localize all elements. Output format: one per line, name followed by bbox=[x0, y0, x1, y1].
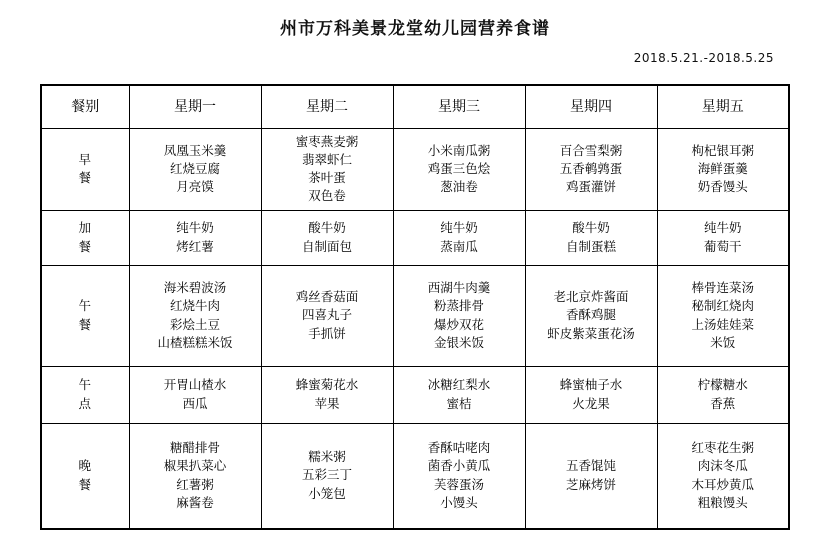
dish-item: 纯牛奶 bbox=[176, 220, 214, 236]
dish-list bbox=[396, 279, 523, 352]
dish-item: 苹果 bbox=[314, 395, 340, 411]
meal-label-line: 餐 bbox=[78, 316, 92, 332]
dish-item: 百合雪梨粥 bbox=[559, 143, 623, 159]
table-row bbox=[41, 423, 789, 529]
dish-item: 五香鹌鹑蛋 bbox=[559, 161, 623, 177]
column-header-meal: 餐别 bbox=[41, 85, 129, 129]
dish-list bbox=[264, 288, 391, 342]
dish-item: 小馒头 bbox=[440, 494, 478, 510]
dish-item: 手抓饼 bbox=[308, 325, 346, 341]
dish-item: 芙蓉蛋汤 bbox=[433, 476, 484, 492]
cell-dinner-wednesday bbox=[393, 423, 525, 529]
dish-item: 冰糖红梨水 bbox=[427, 377, 491, 393]
dish-item: 虾皮紫菜蛋花汤 bbox=[547, 325, 635, 341]
dish-item: 鸡丝香菇面 bbox=[295, 289, 359, 305]
dish-item: 红烧豆腐 bbox=[169, 161, 220, 177]
cell-breakfast-friday bbox=[657, 129, 789, 211]
dish-list bbox=[396, 376, 523, 412]
cell-snack1-thursday bbox=[525, 210, 657, 265]
dish-item: 月亮馍 bbox=[176, 179, 214, 195]
dish-item: 茶叶蛋 bbox=[308, 170, 346, 186]
dish-item: 蜂蜜柚子水 bbox=[559, 377, 623, 393]
row-label-morning-snack bbox=[41, 210, 129, 265]
dish-item: 老北京炸酱面 bbox=[553, 289, 629, 305]
dish-list bbox=[132, 219, 259, 255]
dish-list bbox=[396, 439, 523, 512]
cell-breakfast-thursday bbox=[525, 129, 657, 211]
cell-snack2-wednesday bbox=[393, 366, 525, 423]
dish-list bbox=[264, 376, 391, 412]
cell-lunch-wednesday bbox=[393, 265, 525, 366]
menu-table bbox=[40, 84, 790, 530]
meal-label-lines bbox=[44, 297, 127, 333]
cell-snack2-friday bbox=[657, 366, 789, 423]
row-label-lunch bbox=[41, 265, 129, 366]
column-header-thursday: 星期四 bbox=[525, 85, 657, 129]
dish-item: 粉蒸排骨 bbox=[433, 298, 484, 314]
dish-item: 纯牛奶 bbox=[440, 220, 478, 236]
meal-label-line: 餐 bbox=[78, 238, 92, 254]
dish-item: 糖醋排骨 bbox=[169, 440, 220, 456]
dish-item: 红枣花生粥 bbox=[691, 440, 754, 456]
meal-label-lines bbox=[44, 219, 127, 255]
meal-label-line: 晚 bbox=[78, 458, 92, 474]
cell-dinner-friday bbox=[657, 423, 789, 529]
dish-list bbox=[528, 142, 655, 196]
page-title: 州市万科美景龙堂幼儿园营养食谱 bbox=[280, 19, 550, 39]
date-range: 2018.5.21.-2018.5.25 bbox=[633, 51, 774, 65]
cell-snack1-tuesday bbox=[261, 210, 393, 265]
meal-label-lines bbox=[44, 151, 127, 187]
table-body bbox=[41, 129, 789, 529]
cell-dinner-tuesday bbox=[261, 423, 393, 529]
meal-label-lines bbox=[44, 457, 127, 493]
dish-item: 奶香馒头 bbox=[697, 179, 748, 195]
dish-item: 麻酱卷 bbox=[176, 494, 214, 510]
cell-dinner-monday bbox=[129, 423, 261, 529]
dish-item: 烤红薯 bbox=[176, 238, 214, 254]
dish-item: 香酥咕咾肉 bbox=[427, 440, 491, 456]
dish-item: 香酥鸡腿 bbox=[565, 307, 616, 323]
cell-breakfast-tuesday bbox=[261, 129, 393, 211]
column-header-monday: 星期一 bbox=[129, 85, 261, 129]
dish-item: 鸡蛋灌饼 bbox=[565, 179, 616, 195]
dish-item: 葡萄干 bbox=[703, 238, 742, 254]
dish-list bbox=[132, 279, 259, 352]
cell-snack2-thursday bbox=[525, 366, 657, 423]
dish-item: 五彩三丁 bbox=[301, 467, 352, 483]
dish-item: 开胃山楂水 bbox=[163, 377, 227, 393]
dish-list bbox=[396, 142, 523, 196]
table-header bbox=[41, 85, 789, 129]
dish-item: 酸牛奶 bbox=[308, 220, 346, 236]
dish-item: 小米南瓜粥 bbox=[427, 143, 491, 159]
meal-label-line: 餐 bbox=[78, 476, 92, 492]
menu-table-container bbox=[40, 84, 790, 530]
dish-item: 糯米粥 bbox=[308, 449, 346, 465]
dish-item: 西瓜 bbox=[182, 395, 208, 411]
cell-lunch-tuesday bbox=[261, 265, 393, 366]
table-header-row bbox=[41, 85, 789, 129]
column-header-tuesday: 星期二 bbox=[261, 85, 393, 129]
dish-list bbox=[660, 219, 787, 255]
table-row bbox=[41, 366, 789, 423]
row-label-afternoon-snack bbox=[41, 366, 129, 423]
cell-dinner-thursday bbox=[525, 423, 657, 529]
dish-item: 海米碧波汤 bbox=[163, 280, 227, 296]
row-label-dinner bbox=[41, 423, 129, 529]
table-row bbox=[41, 129, 789, 211]
meal-label-lines bbox=[44, 376, 127, 412]
dish-item: 翡翠虾仁 bbox=[301, 152, 352, 168]
dish-item: 椒果扒菜心 bbox=[163, 458, 227, 474]
dish-item: 肉沫冬瓜 bbox=[697, 458, 748, 474]
dish-list bbox=[264, 133, 391, 206]
table-row bbox=[41, 210, 789, 265]
dish-item: 彩烩土豆 bbox=[169, 316, 220, 332]
column-header-wednesday: 星期三 bbox=[393, 85, 525, 129]
dish-item: 鸡蛋三色烩 bbox=[427, 161, 491, 177]
dish-list bbox=[132, 142, 259, 196]
dish-list bbox=[660, 439, 787, 512]
meal-label-line: 餐 bbox=[78, 170, 92, 186]
dish-item: 酸牛奶 bbox=[572, 220, 610, 236]
cell-snack2-monday bbox=[129, 366, 261, 423]
dish-list bbox=[660, 279, 787, 352]
dish-item: 山楂糕糕米饭 bbox=[157, 334, 233, 350]
table-row bbox=[41, 265, 789, 366]
dish-item: 五香馄饨 bbox=[565, 458, 616, 474]
dish-item: 爆炒双花 bbox=[433, 316, 484, 332]
dish-item: 西湖牛肉羹 bbox=[427, 280, 491, 296]
dish-item: 小笼包 bbox=[308, 485, 346, 501]
cell-lunch-thursday bbox=[525, 265, 657, 366]
dish-list bbox=[660, 142, 787, 196]
dish-item: 四喜丸子 bbox=[301, 307, 352, 323]
cell-breakfast-monday bbox=[129, 129, 261, 211]
dish-list bbox=[132, 439, 259, 512]
dish-item: 纯牛奶 bbox=[703, 220, 742, 236]
dish-list bbox=[528, 219, 655, 255]
dish-item: 自制面包 bbox=[301, 238, 352, 254]
cell-snack2-tuesday bbox=[261, 366, 393, 423]
dish-item: 枸杞银耳粥 bbox=[691, 143, 754, 159]
cell-lunch-monday bbox=[129, 265, 261, 366]
dish-list bbox=[396, 219, 523, 255]
dish-item: 火龙果 bbox=[572, 395, 610, 411]
dish-item: 木耳炒黄瓜 bbox=[691, 476, 754, 492]
dish-item: 蜜枣燕麦粥 bbox=[295, 134, 359, 149]
cell-lunch-friday bbox=[657, 265, 789, 366]
dish-list bbox=[528, 288, 655, 342]
dish-item: 上汤娃娃菜 bbox=[691, 316, 754, 332]
dish-item: 香蕉 bbox=[710, 395, 736, 411]
meal-label-line: 午 bbox=[78, 298, 92, 314]
dish-item: 凤凰玉米羹 bbox=[163, 143, 227, 159]
dish-list bbox=[528, 457, 655, 493]
dish-item: 秘制红烧肉 bbox=[691, 298, 754, 314]
dish-item: 菌香小黄瓜 bbox=[427, 458, 491, 474]
dish-item: 海鲜蛋羹 bbox=[697, 161, 748, 177]
meal-label-line: 早 bbox=[78, 152, 92, 168]
row-label-breakfast bbox=[41, 129, 129, 211]
meal-label-line: 午 bbox=[78, 377, 92, 393]
dish-list bbox=[264, 448, 391, 502]
dish-item: 蜂蜜菊花水 bbox=[295, 377, 359, 393]
dish-item: 金银米饭 bbox=[433, 334, 484, 350]
cell-breakfast-wednesday bbox=[393, 129, 525, 211]
dish-list bbox=[528, 376, 655, 412]
dish-item: 红薯粥 bbox=[176, 476, 214, 492]
dish-item: 葱油卷 bbox=[440, 179, 478, 195]
meal-label-line: 点 bbox=[78, 395, 92, 411]
dish-item: 蒸南瓜 bbox=[440, 238, 478, 254]
dish-list bbox=[264, 219, 391, 255]
cell-snack1-wednesday bbox=[393, 210, 525, 265]
dish-item: 米饭 bbox=[710, 334, 736, 350]
dish-item: 芝麻烤饼 bbox=[565, 476, 616, 492]
dish-item: 蜜桔 bbox=[446, 395, 472, 411]
meal-label-line: 加 bbox=[78, 220, 92, 236]
dish-item: 粗粮馒头 bbox=[697, 494, 748, 510]
dish-item: 柠檬糖水 bbox=[697, 377, 748, 393]
cell-snack1-friday bbox=[657, 210, 789, 265]
dish-item: 自制蛋糕 bbox=[565, 238, 616, 254]
column-header-friday: 星期五 bbox=[657, 85, 789, 129]
dish-item: 红烧牛肉 bbox=[169, 298, 220, 314]
dish-list bbox=[132, 376, 259, 412]
dish-item: 棒骨连菜汤 bbox=[691, 280, 754, 296]
dish-item: 双色卷 bbox=[308, 188, 346, 204]
cell-snack1-monday bbox=[129, 210, 261, 265]
dish-list bbox=[660, 376, 787, 412]
